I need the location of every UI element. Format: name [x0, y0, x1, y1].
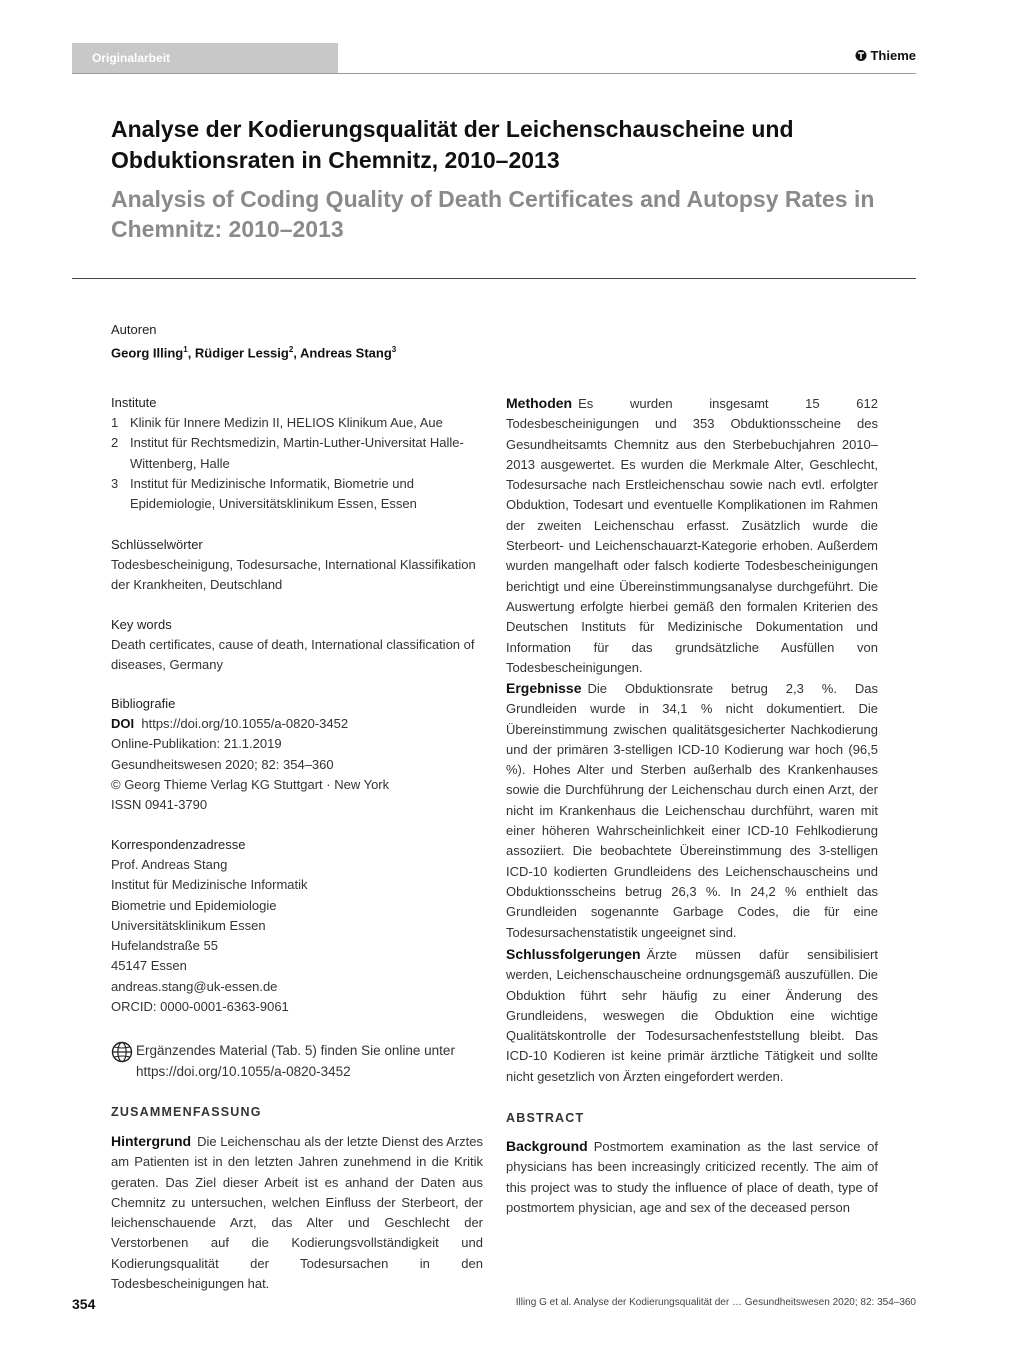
schlussfolgerungen-text: Ärzte müssen dafür sensibilisiert werden, Leichenschauscheine ordnungsgemäß auszufüllen. Die Obduktion führt sehr häufig zu einer Änderung des Grundleidens, weswegen die Obduktion eine wichtige Qualitätskontrolle der Todesursachenfeststellung bleibt. Das ICD-10 Kodieren ist keine primär ärztliche Tätigkeit und sollte nicht gesetzlich von Ärzten eingefordert werden. — [506, 947, 878, 1084]
bibliography-line: Gesundheitswesen 2020; 82: 354–360 — [111, 756, 334, 772]
background-paragraph — [506, 1136, 878, 1218]
publisher-logo — [855, 48, 916, 63]
author-affiliation: 2 — [288, 345, 294, 354]
publisher-name: Thieme — [870, 48, 916, 63]
authors-label: Autoren — [111, 322, 157, 337]
bibliography-line: Online-Publikation: 21.1.2019 — [111, 736, 282, 752]
globe-icon — [111, 1041, 133, 1063]
zusammenfassung-heading: ZUSAMMENFASSUNG — [111, 1105, 262, 1119]
authors-list: Georg Illing$^1$, Rüdiger Lessig$^2$, Andreas Stang$^3$ — [111, 345, 397, 361]
correspondence-line: 45147 Essen — [111, 958, 187, 974]
institutes-block — [111, 393, 483, 514]
bibliography-line: ISSN 0941-3790 — [111, 797, 208, 813]
bibliography-label: Bibliografie — [111, 696, 176, 711]
author-affiliation: 3 — [391, 345, 397, 354]
ergebnisse-paragraph — [506, 678, 878, 943]
correspondence-email[interactable]: andreas.stang@uk-essen.de — [111, 978, 278, 994]
correspondence-line: Hufelandstraße 55 — [111, 938, 218, 954]
author-affiliation: 1 — [183, 345, 188, 354]
footer-citation: Illing G et al. Analyse der Kodierungsqualität der … Gesundheitswesen 2020; 82: 354–360 — [515, 1297, 916, 1308]
ergebnisse-text: Die Obduktionsrate betrug 2,3 %. Das Grundleiden wurde in 34,1 % nicht dokumentiert. Die Übereinstimmung zwischen qualitätsgesicherter Nachkodierung und der primären 3-stelligen ICD-10 Kodierung war hoch (96,5 %). Hohes Alter und Sterben außerhalb des Krankenhauses sowie die Durchführung der Leichenschau durch einen Arzt, der nicht im Krankenhaus die Leichenschau durchführt, waren mit einer höheren Wahrscheinlichkeit einer ICD-10 Fehlkodierung assoziiert. Die beobachtete Übereinstimmung des 3-stelligen ICD-10 kodierten Grundleidens des Leichenschauscheins und Obduktionsscheins betrug 26,3 %. In 24,2 % enthielt das Grundleiden sogenannte Garbage Codes, die für eine Todesursachenstatistik ungeeignet sind. — [506, 681, 878, 940]
ergebnisse-label: Ergebnisse — [506, 680, 582, 696]
institute-item — [111, 413, 483, 433]
hintergrund-label: Hintergrund — [111, 1133, 192, 1149]
section-tag: Originalarbeit — [72, 43, 338, 74]
authors-block — [111, 320, 483, 363]
institute-text: Institut für Rechtsmedizin, Martin-Luther-Universitat Halle-Wittenberg, Halle — [130, 435, 464, 471]
page-number: 354 — [72, 1296, 96, 1312]
keywords-german-block — [111, 535, 483, 596]
article-title-english: Analysis of Coding Quality of Death Certificates and Autopsy Rates in Chemnitz: 2010–2013 — [111, 186, 875, 242]
correspondence-line: Universitätsklinikum Essen — [111, 917, 266, 933]
thieme-logo-icon — [855, 49, 867, 62]
abstract-heading: ABSTRACT — [506, 1111, 585, 1125]
bibliography-line: © Georg Thieme Verlag KG Stuttgart · New York — [111, 776, 390, 792]
correspondence-label: Korrespondenzadresse — [111, 837, 246, 852]
background-label: Background — [506, 1138, 588, 1154]
supplement-text: Ergänzendes Material (Tab. 5) finden Sie online unter https://doi.org/10.1055/a-0820-3452 — [136, 1043, 455, 1079]
author-name: Georg Illing — [111, 345, 184, 361]
institute-number: 1 — [111, 415, 119, 430]
article-title-german: Analyse der Kodierungsqualität der Leichenschauscheine und Obduktionsraten in Chemnitz, 2010–2013 — [111, 116, 794, 173]
methoden-label: Methoden — [506, 395, 573, 411]
institute-item — [111, 433, 483, 474]
institute-text: Klinik für Innere Medizin II, HELIOS Klinikum Aue, Aue — [130, 415, 443, 430]
hintergrund-paragraph — [111, 1131, 483, 1294]
background-text: Postmortem examination as the last service of physicians has been increasingly criticized recently. The aim of this project was to study the influence of place of death, type of postmortem physician, age and sex of the deceased person — [506, 1139, 878, 1215]
correspondence-line: Institut für Medizinische Informatik — [111, 877, 308, 893]
correspondence-line: Biometrie und Epidemiologie — [111, 897, 277, 913]
methoden-paragraph — [506, 393, 878, 678]
keywords-german-text: Todesbescheinigung, Todesursache, International Klassifikation der Krankheiten, Deutschland — [111, 557, 476, 593]
header-divider — [72, 73, 916, 74]
author-name: Andreas Stang — [300, 345, 392, 361]
doi-label: DOI — [111, 716, 135, 731]
institute-text: Institut für Medizinische Informatik, Biometrie und Epidemiologie, Universitätsklinikum Essen, Essen — [130, 475, 417, 512]
institutes-label: Institute — [111, 395, 157, 410]
schlussfolgerungen-paragraph — [506, 944, 878, 1087]
correspondence-block — [111, 835, 483, 1017]
title-divider — [72, 278, 916, 279]
institute-item — [111, 474, 483, 515]
keywords-english-block — [111, 615, 483, 676]
author-name: Rüdiger Lessig — [194, 345, 289, 361]
keywords-german-label: Schlüsselwörter — [111, 537, 203, 552]
hintergrund-text: Die Leichenschau als der letzte Dienst des Arztes am Patienten ist in den letzten Jahren zunehmend in die Kritik geraten. Das Ziel dieser Arbeit ist es anhand der Daten aus Chemnitz zu untersuchen, welchen Einfluss der Sterbeort, der leichenschauende Arzt, das Alter und Geschlecht der Verstorbenen auf die Kodierungsvollständigkeit und Kodierungsqualität der Todesursachen in den Todesbescheinigungen hat. — [111, 1134, 483, 1292]
institute-number: 3 — [111, 475, 119, 491]
schlussfolgerungen-label: Schlussfolgerungen — [506, 946, 641, 962]
correspondence-line: Prof. Andreas Stang — [111, 857, 228, 872]
institute-number: 2 — [111, 435, 119, 451]
methoden-text: Es wurden insgesamt 15 612 Todesbescheinigungen und 353 Obduktionsscheine des Gesundheitsamts Chemnitz aus den Sterbebuchjahren 2010–2013 ausgewertet. Es wurden die Merkmale Alter, Geschlecht, Todesursache nach Erstleichenschau sowie nach evtl. erfolgter Obduktion, Todesart und eventuelle Komplikationen im Rahmen der zweiten Leichenschau erfasst. Zusätzlich wurde die Sterbeort- und Leichenschauarzt-Kategorie erhoben. Außerdem wurden mangelhaft oder falsch kodierte Todesbescheinigungen berichtigt und eine Übereinstimmungsanalyse durchgeführt. Die Auswertung erfolgte hierbei gemäß den formalen Kriterien des Deutschen Instituts für Medizinische Dokumentation und Information für das grundsätzliche Ausfüllen von Todesbescheinigungen. — [506, 396, 878, 675]
keywords-english-text: Death certificates, cause of death, International classification of diseases, Germany — [111, 637, 475, 673]
supplement-note — [111, 1040, 483, 1082]
keywords-english-label: Key words — [111, 617, 172, 632]
bibliography-block — [111, 694, 483, 815]
correspondence-orcid: ORCID: 0000-0001-6363-9061 — [111, 999, 289, 1015]
doi-link[interactable]: https://doi.org/10.1055/a-0820-3452 — [141, 716, 349, 731]
